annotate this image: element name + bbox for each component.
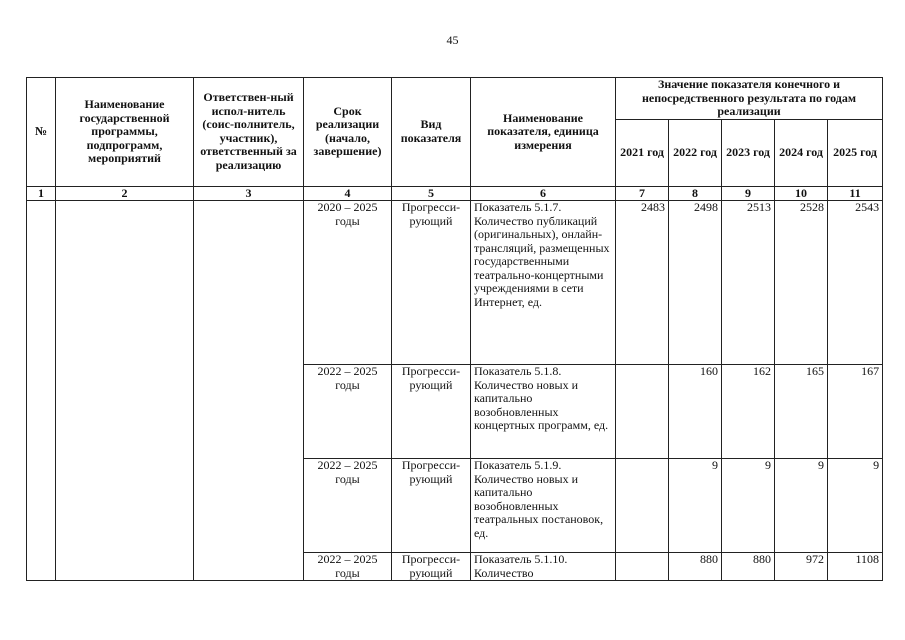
header-program: Наименование государственной программы, подпрограмм, мероприятий — [56, 78, 194, 187]
cell-value-2025: 9 — [828, 459, 883, 553]
header-year-2023: 2023 год — [722, 119, 775, 186]
cell-indicator: Показатель 5.1.9. Количество новых и капитально возобновленных театральных постановок, ед. — [471, 459, 616, 553]
cell-value-2024: 2528 — [775, 201, 828, 365]
cell-value-2022: 9 — [669, 459, 722, 553]
cell-indicator: Показатель 5.1.7. Количество публикаций (оригинальных), онлайн-трансляций, размещенных государственными театрально-концертными учреждениями в сети Интернет, ед. — [471, 201, 616, 365]
table-row — [27, 201, 883, 365]
indicators-table — [26, 77, 883, 581]
cell-value-2024: 165 — [775, 365, 828, 459]
cell-value-2021 — [616, 553, 669, 581]
header-year-2021: 2021 год — [616, 119, 669, 186]
cell-indicator: Показатель 5.1.8. Количество новых и капитально возобновленных концертных программ, ед. — [471, 365, 616, 459]
column-number: 9 — [722, 186, 775, 201]
header-term: Срок реализации (начало, завершение) — [304, 78, 392, 187]
header-indicator: Наименование показателя, единица измерения — [471, 78, 616, 187]
column-number: 8 — [669, 186, 722, 201]
header-year-2022: 2022 год — [669, 119, 722, 186]
cell-program-empty — [56, 201, 194, 581]
cell-kind: Прогресси-рующий — [392, 365, 471, 459]
column-number: 11 — [828, 186, 883, 201]
header-year-2025: 2025 год — [828, 119, 883, 186]
cell-responsible-empty — [194, 201, 304, 581]
cell-term: 2022 – 2025 годы — [304, 553, 392, 581]
column-number: 10 — [775, 186, 828, 201]
page-number: 45 — [446, 33, 459, 47]
cell-value-2023: 880 — [722, 553, 775, 581]
column-number: 1 — [27, 186, 56, 201]
column-number: 2 — [56, 186, 194, 201]
cell-value-2021 — [616, 365, 669, 459]
cell-value-2022: 2498 — [669, 201, 722, 365]
cell-term: 2022 – 2025 годы — [304, 459, 392, 553]
cell-value-2021: 2483 — [616, 201, 669, 365]
cell-indicator: Показатель 5.1.10. Количество — [471, 553, 616, 581]
cell-kind: Прогресси-рующий — [392, 459, 471, 553]
cell-term: 2020 – 2025 годы — [304, 201, 392, 365]
column-number: 5 — [392, 186, 471, 201]
cell-num-empty — [27, 201, 56, 581]
header-year-2024: 2024 год — [775, 119, 828, 186]
cell-value-2023: 162 — [722, 365, 775, 459]
cell-value-2025: 167 — [828, 365, 883, 459]
column-number: 4 — [304, 186, 392, 201]
cell-value-2022: 880 — [669, 553, 722, 581]
cell-kind: Прогресси-рующий — [392, 201, 471, 365]
header-values-group: Значение показателя конечного и непосредственного результата по годам реализации — [616, 78, 883, 120]
cell-value-2024: 972 — [775, 553, 828, 581]
cell-value-2025: 1108 — [828, 553, 883, 581]
header-responsible: Ответствен-ный испол-нитель (соис-полнитель, участник), ответственный за реализацию — [194, 78, 304, 187]
cell-value-2023: 2513 — [722, 201, 775, 365]
cell-value-2024: 9 — [775, 459, 828, 553]
header-kind: Вид показателя — [392, 78, 471, 187]
cell-value-2022: 160 — [669, 365, 722, 459]
cell-value-2021 — [616, 459, 669, 553]
column-number: 7 — [616, 186, 669, 201]
cell-value-2025: 2543 — [828, 201, 883, 365]
cell-term: 2022 – 2025 годы — [304, 365, 392, 459]
column-number: 3 — [194, 186, 304, 201]
column-number: 6 — [471, 186, 616, 201]
cell-kind: Прогресси-рующий — [392, 553, 471, 581]
header-num: № — [27, 78, 56, 187]
cell-value-2023: 9 — [722, 459, 775, 553]
column-numbers-row — [27, 186, 883, 201]
